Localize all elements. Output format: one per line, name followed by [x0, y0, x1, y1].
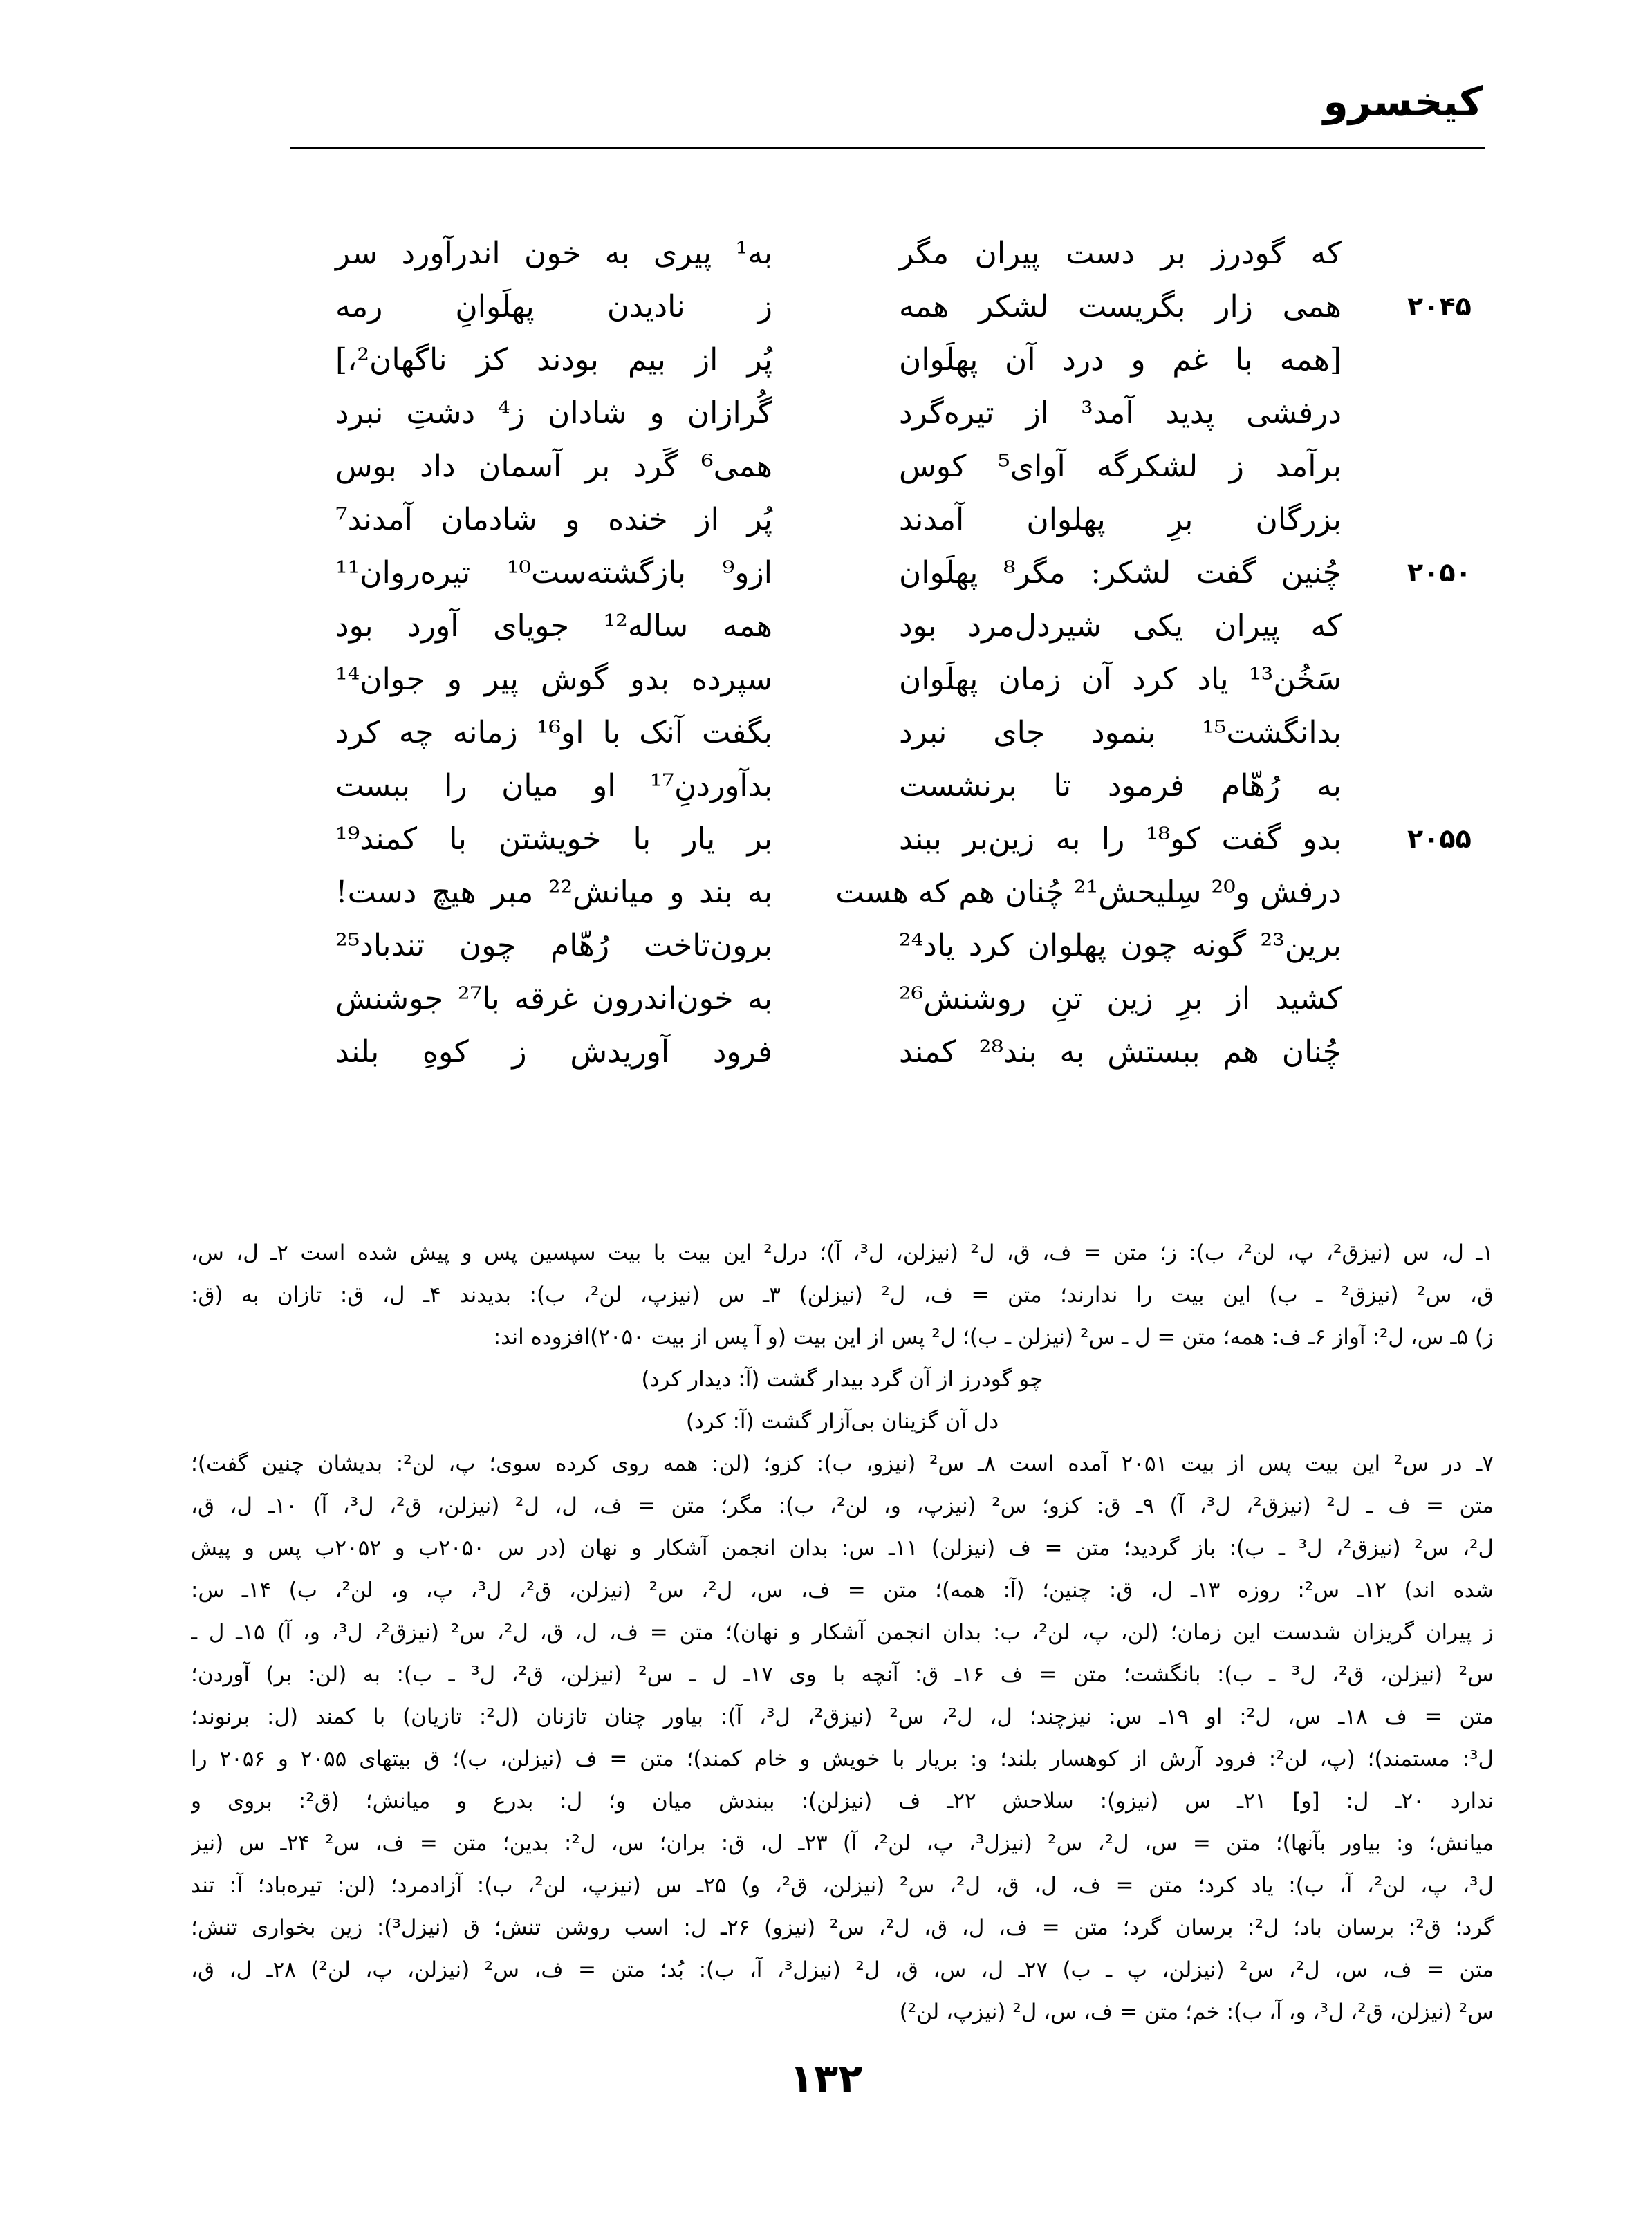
verse-row — [0, 972, 1652, 1025]
verse-row — [0, 333, 1652, 386]
verse-hemistich-first: چُنان هم ببستش به بند²⁸ کمند — [899, 1034, 1342, 1070]
verse-hemistich-first: سَخُن¹³ یاد کرد آن زمان پهلَوان — [899, 662, 1342, 697]
verse-hemistich-second: به بند و میانش²² مبر هیچ دست! — [335, 875, 772, 910]
footnote-line: متن = ف ۱۸ـ س، ل²: او ۱۹ـ س: نیزچند؛ ل، ل²، س² (نیزق²، ل³، آ): بیاور چنان تازنان (ل²: تازیان) با کمند (ل: برنوند؛ — [191, 1704, 1494, 1729]
footnote-line: ل³، پ، لن²، آ، ب): یاد کرد؛ متن = ف، ل، ق، ل²، س² (نیزلن، ق²، و) ۲۵ـ س (نیزپ، لن²، ب): آزادمرد؛ (لن: تیره‌باد؛ آ: تند — [191, 1873, 1494, 1898]
footnote-quoted-verse: دل آن گزینان بی‌آزار گشت (آ: کرد) — [685, 1409, 999, 1434]
verse-hemistich-second: برون‌تاخت رُهّام چون تندباد²⁵ — [335, 928, 772, 963]
verse-row — [0, 599, 1652, 653]
verse-hemistich-second: پُر از بیم بودند کز ناگهان²،] — [335, 342, 772, 378]
verse-hemistich-second: پُر از خنده و شادمان آمدند⁷ — [335, 502, 772, 537]
verse-hemistich-second: به¹ پیری به خون اندرآورد سر — [335, 236, 772, 271]
footnote-quoted-verse: چو گودرز از آن گرد بیدار گشت (آ: دیدار کرد) — [641, 1367, 1043, 1392]
footnote-line: س² (نیزلن، ق²، ل³ ـ ب): بانگشت؛ متن = ف ۱۶ـ ق: آنچه با وی ۱۷ـ ل ـ س² (نیزلن، ق²، ل³ ـ ب): به (لن: بر) آوردن؛ — [191, 1662, 1494, 1687]
footnotes — [191, 1232, 1494, 2033]
footnote-line: ز پیران گریزان شدست این زمان؛ (لن، پ، لن²، ب: بدان انجمن آشکار و نهان)؛ متن = ف، ل، ق، ل²، س² (نیزق²، ل³، و، آ) ۱۵ـ ل ـ — [191, 1620, 1494, 1645]
footnote-line: ۱ـ ل، س (نیزق²، پ، لن²، ب): ز؛ متن = ف، ق، ل² (نیزلن، ل³، آ)؛ درل² این بیت با بیت سپسین پس و پیش شده است ۲ـ ل، س، — [191, 1240, 1494, 1265]
verse-hemistich-first: همی زار بگریست لشکر همه — [899, 289, 1342, 324]
verse-row — [0, 866, 1652, 919]
verse-number: ۲۰۵۰ — [1407, 557, 1472, 588]
footnote-line: ندارد ۲۰ـ ل: [و] ۲۱ـ س (نیزو): سلاحش ۲۲ـ ف (نیزلن): ببندش میان و؛ ل: بدرع و میانش؛ (ق²: بروی و — [191, 1789, 1494, 1814]
footnote-line: ۷ـ در س² این بیت پس از بیت ۲۰۵۱ آمده است ۸ـ س² (نیزو، ب): کزو؛ (لن: همه روی کرده سوی؛ پ، لن²: بدیشان چنین گفت)؛ — [191, 1451, 1494, 1476]
verse-row — [0, 280, 1652, 333]
verse-hemistich-first: درفش و²⁰ سِلیحش²¹ چُنان هم که هست — [835, 875, 1342, 910]
verse-hemistich-second: فرود آوریدش ز کوهِ بلند — [335, 1034, 772, 1070]
footnote-line: ل³: مستمند)؛ (پ، لن²: فرود آرش از کوهسار بلند؛ و: بریار با خویش و خام کمند)؛ متن = ف (نیزلن، ب)؛ ق بیتهای ۲۰۵۵ و ۲۰۵۶ را — [191, 1746, 1494, 1771]
verse-hemistich-first: [همه با غم و درد آن پهلَوان — [899, 342, 1342, 378]
footnote-line: ق، س² (نیزق² ـ ب) این بیت را ندارند؛ متن = ف، ل² (نیزلن) ۳ـ س (نیزپ، لن²، ب): بدیدند ۴ـ ل، ق: تازان به (ق: — [191, 1283, 1494, 1307]
page-title: کیخسرو — [1323, 78, 1483, 125]
verse-hemistich-first: که گودرز بر دست پیران مگر — [899, 236, 1342, 271]
verse-hemistich-second: همه ساله¹² جویای آورد بود — [335, 608, 772, 644]
verse-row — [0, 440, 1652, 493]
verse-hemistich-first: درفشی پدید آمد³ از تیره‌گرد — [899, 395, 1342, 431]
verse-row — [0, 227, 1652, 280]
footnote-line: متن = ف ـ ل² (نیزق²، ل³، آ) ۹ـ ق: کزو؛ س² (نیزپ، و، لن²، ب): مگر؛ متن = ف، ل، ل² (نیزلن، ق²، ل³، آ) ۱۰ـ ل، ق، — [191, 1493, 1494, 1518]
verse-row — [0, 1025, 1652, 1079]
verse-row — [0, 546, 1652, 599]
verse-hemistich-second: سپرده بدو گوش پیر و جوان¹⁴ — [335, 662, 772, 697]
verse-hemistich-second: به خون‌اندرون غرقه با²⁷ جوشنش — [335, 981, 773, 1016]
verse-hemistich-second: گُرازان و شادان ز⁴ دشتِ نبرد — [335, 395, 772, 431]
verse-hemistich-first: بدو گفت کو¹⁸ را به زین‌بر ببند — [899, 821, 1342, 857]
verse-hemistich-second: بدآوردنِ¹⁷ او میان را ببست — [335, 768, 772, 803]
footnote-line: میانش؛ و: بیاور بآنها)؛ متن = س، ل²، س² (نیزل³، پ، لن²، آ) ۲۳ـ ل، ق: بران؛ س، ل²: بدین؛ متن = ف، س² ۲۴ـ س (نیز — [191, 1831, 1494, 1856]
verse-hemistich-first: به رُهّام فرمود تا برنشست — [899, 768, 1342, 803]
verse-row — [0, 759, 1652, 812]
verse-hemistich-first: برین²³ گونه چون پهلوان کرد یاد²⁴ — [899, 928, 1342, 963]
page-number: ۱۳۲ — [789, 2055, 863, 2102]
verse-number: ۲۰۴۵ — [1407, 291, 1472, 322]
verse-row — [0, 812, 1652, 866]
verse-number: ۲۰۵۵ — [1407, 823, 1472, 854]
footnote-line: متن = ف، س، ل²، س² (نیزلن، پ ـ ب) ۲۷ـ ل، س، ق، ل² (نیزل³، آ، ب): بُد؛ متن = ف، س² (نیزلن، پ، لن²) ۲۸ـ ل، ق، — [191, 1957, 1494, 1982]
verse-row — [0, 706, 1652, 759]
verse-hemistich-second: همی⁶ گَرد بر آسمان داد بوس — [335, 449, 772, 484]
verse-hemistich-second: بر یار با خویشتن با کمند¹⁹ — [335, 821, 772, 857]
verse-hemistich-second: ز نادیدن پهلَوانِ رمه — [335, 289, 772, 324]
verse-hemistich-first: که پیران یکی شیردل‌مرد بود — [899, 608, 1342, 644]
footnote-line: شده اند) ۱۲ـ س²: روزه ۱۳ـ ل، ق: چنین؛ (آ: همه)؛ متن = ف، س، ل²، س² (نیزلن، ق²، ل³، پ، و، لن²، ب) ۱۴ـ س: — [191, 1578, 1494, 1603]
verse-row — [0, 386, 1652, 440]
verse-hemistich-first: برآمد ز لشکرگه آوای⁵ کوس — [899, 449, 1342, 484]
verse-hemistich-first: بزرگان برِ پهلوان آمدند — [899, 502, 1342, 537]
verse-hemistich-first: بدانگشت¹⁵ بنمود جای نبرد — [899, 715, 1342, 750]
verse-row — [0, 653, 1652, 706]
footnote-line: گرد؛ ق²: برسان باد؛ ل²: برسان گرد؛ متن = ف، ل، ق، ل²، س² (نیزو) ۲۶ـ ل: اسب روشن تنش؛ ق (نیزل³): زین بخواری تنش؛ — [191, 1915, 1494, 1940]
verse-hemistich-second: ازو⁹ بازگشته‌ست¹⁰ تیره‌روان¹¹ — [335, 555, 772, 590]
footnote-line: ز) ۵ـ س، ل²: آواز ۶ـ ف: همه؛ متن = ل ـ س² (نیزلن ـ ب)؛ ل² پس از این بیت (و آ پس از بیت ۲۰۵۰)افزوده اند: — [493, 1325, 1494, 1350]
header-rule — [290, 147, 1485, 149]
verse-hemistich-first: کشید از برِ زین تنِ روشنش²⁶ — [899, 981, 1342, 1016]
verse-row — [0, 493, 1652, 546]
verse-row — [0, 919, 1652, 972]
footnote-line: س² (نیزلن، ق²، ل³، و، آ، ب): خم؛ متن = ف، س، ل² (نیزپ، لن²) — [899, 2000, 1494, 2024]
footnote-line: ل²، س² (نیزق²، ل³ ـ ب): باز گردید؛ متن = ف (نیزلن) ۱۱ـ س: بدان انجمن آشکار و نهان (در س ۲۰۵۰ب و ۲۰۵۲ب پس و پیش — [191, 1536, 1494, 1560]
verse-hemistich-second: بگفت آنک با او¹⁶ زمانه چه کرد — [335, 715, 772, 750]
verse-hemistich-first: چُنین گفت لشکر: مگر⁸ پهلَوان — [899, 555, 1342, 590]
